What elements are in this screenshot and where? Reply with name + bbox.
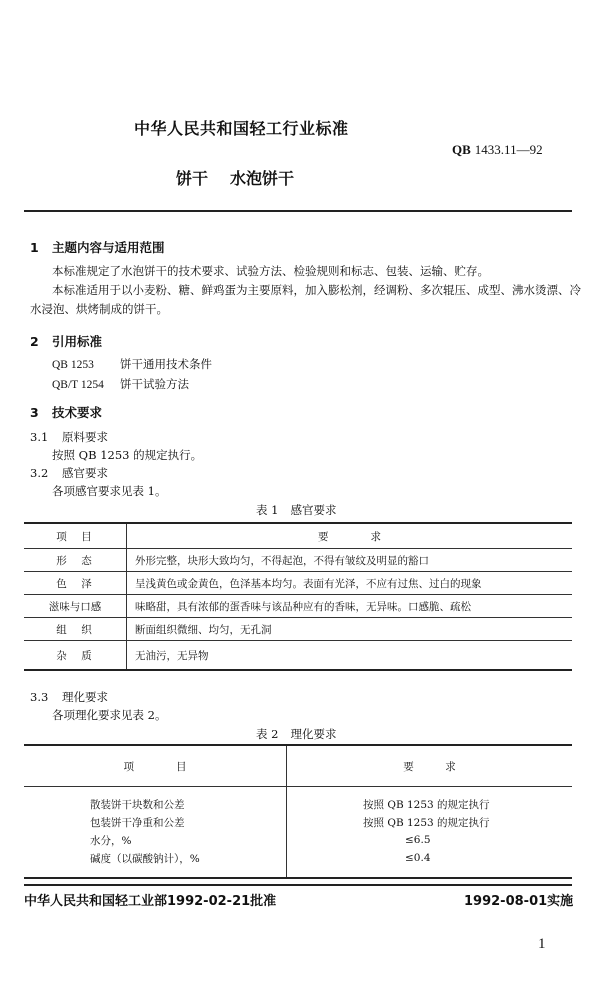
section-1-para-2-line-1: 本标准适用于以小麦粉、糖、鲜鸡蛋为主要原料，加入膨松剂，经调粉、多次辊压、成型、沸水烫漂、冷 [52,283,581,297]
table-2-caption-title: 理化要求 [290,727,337,741]
table-row [24,831,572,849]
table-1-caption-number: 表 1 [256,503,279,517]
document-title [176,166,294,189]
table-2-requirement-cell: ≤6.5 [405,834,431,846]
subsection-3-3-heading [30,688,108,707]
table-1-requirement-cell: 外形完整，块形大致均匀，不得起泡，不得有皱纹及明显的豁口 [127,549,573,572]
reference-code: QB 1253 [52,359,94,371]
section-1-heading [30,238,165,256]
issuing-organization: 中华人民共和国轻工行业标准 [134,119,349,138]
header-rule [24,210,572,212]
table-1-header-item: 项 目 [24,523,127,549]
table-2-requirement-cell: 按照 QB 1253 的规定执行 [363,816,490,829]
section-2-number: 2 [30,334,39,349]
table-1-item-cell: 滋味与口感 [24,595,127,618]
table-row [24,618,572,641]
table-1-caption-title: 感官要求 [290,503,337,517]
table-row [24,549,572,572]
section-3-title: 技术要求 [52,405,103,420]
table-1-requirement-cell: 呈浅黄色或金黄色，色泽基本均匀。表面有光泽，不应有过焦、过白的现象 [127,572,573,595]
section-1-para-2-line-2: 水浸泡、烘烤制成的饼干。 [30,302,168,316]
subsection-3-1-title: 原料要求 [62,430,108,444]
subsection-3-2-text: 各项感官要求见表 1。 [52,484,167,498]
subsection-3-1-heading [30,428,108,447]
standard-code-number: 1433.11—92 [474,142,543,157]
table-1-caption [256,502,336,518]
reference-name: 饼干试验方法 [120,377,189,391]
sensory-requirements-table [24,522,572,671]
table-2-item-cell: 包装饼干净重和公差 [24,813,287,831]
reference-item [52,356,212,372]
subsection-3-2-heading [30,464,108,483]
table-2-header-item: 项 目 [24,745,287,787]
subsection-3-1-text: 按照 QB 1253 的规定执行。 [52,448,203,462]
standard-code-prefix: QB [452,142,471,157]
reference-code: QB/T 1254 [52,379,104,391]
section-1-para-1: 本标准规定了水泡饼干的技术要求、试验方法、检验规则和标志、包装、运输、贮存。 [52,264,489,278]
table-2-caption [256,726,336,742]
table-1-requirement-cell: 味略甜，具有浓郁的蛋香味与该品种应有的香味，无异味。口感脆、疏松 [127,595,573,618]
table-header-row [24,523,572,549]
reference-name: 饼干通用技术条件 [120,357,212,371]
reference-item [52,376,189,392]
section-1-number: 1 [30,240,39,255]
table-1-item-cell: 组 织 [24,618,127,641]
effective-date: 1992-08-01实施 [464,894,574,909]
section-3-number: 3 [30,405,39,420]
table-header-row [24,745,572,787]
section-3-heading [30,403,102,421]
subsection-3-1-number: 3.1 [30,430,49,444]
section-1-title: 主题内容与适用范围 [52,240,165,255]
subsection-3-3-title: 理化要求 [62,690,108,704]
subsection-3-2-title: 感官要求 [62,466,108,480]
section-2-title: 引用标准 [52,334,103,349]
table-1-item-cell: 杂 质 [24,641,127,671]
table-2-caption-number: 表 2 [256,727,279,741]
table-2-item-cell: 水分，% [24,831,287,849]
table-row [24,813,572,831]
table-row [24,787,572,814]
table-1-item-cell: 形 态 [24,549,127,572]
table-2-header-requirement: 要 求 [287,745,573,787]
document-title-sub: 水泡饼干 [230,169,295,188]
table-1-requirement-cell: 断面组织微细、均匀，无孔洞 [127,618,573,641]
table-1-header-requirement: 要 求 [127,523,573,549]
table-row [24,641,572,671]
table-row [24,849,572,878]
table-row [24,572,572,595]
page-number: 1 [538,936,546,952]
subsection-3-2-number: 3.2 [30,466,49,480]
document-title-main: 饼干 [176,169,209,188]
table-1-requirement-cell: 无油污，无异物 [127,641,573,671]
physicochemical-requirements-table [24,744,572,879]
subsection-3-3-number: 3.3 [30,690,49,704]
table-2-requirement-cell: 按照 QB 1253 的规定执行 [363,798,490,811]
table-1-item-cell: 色 泽 [24,572,127,595]
table-2-requirement-cell: ≤0.4 [287,849,573,878]
table-2-item-cell: 散装饼干块数和公差 [24,787,287,814]
approval-statement: 中华人民共和国轻工业部1992-02-21批准 [24,894,277,909]
table-row [24,595,572,618]
subsection-3-3-text: 各项理化要求见表 2。 [52,708,167,722]
standard-code [452,142,543,158]
footer-rule [24,884,572,886]
table-2-item-cell: 碱度（以碳酸钠计），% [24,849,287,878]
section-2-heading [30,332,102,350]
